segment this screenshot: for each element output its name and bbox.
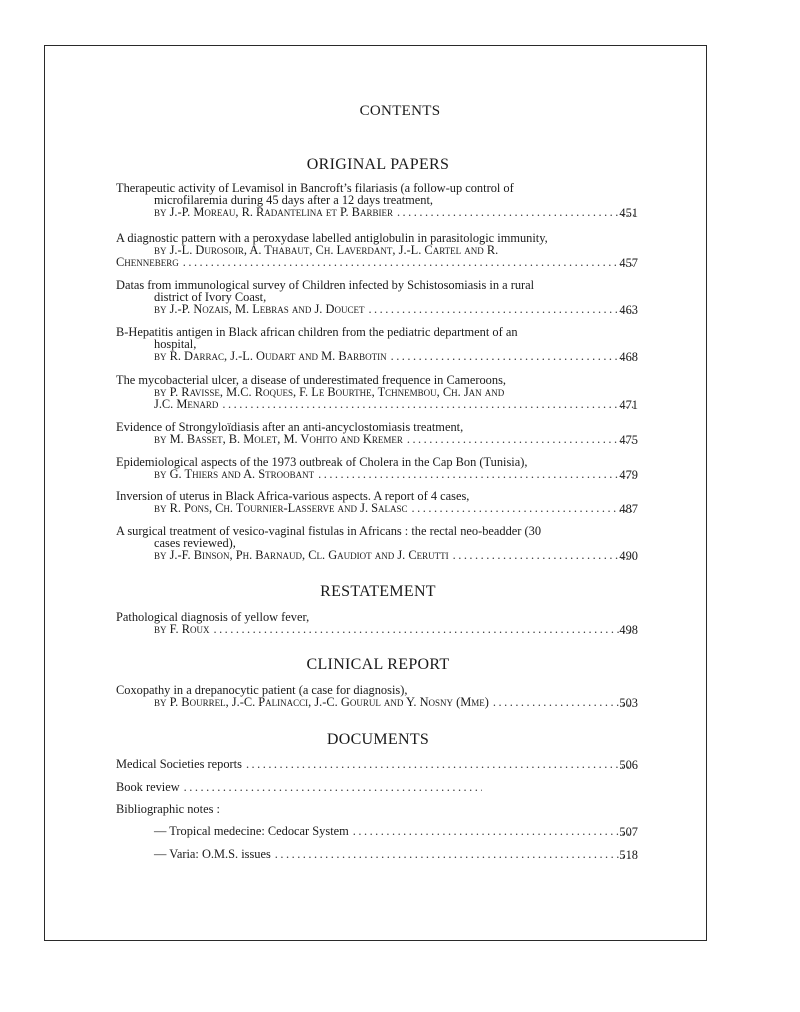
leader-dots <box>397 206 634 218</box>
entry-authors: by J.-F. Binson, Ph. Barnaud, Cl. Gaudiot and J. Cerutti <box>154 548 449 562</box>
toc-entry <box>116 758 638 770</box>
entry-page: 498 <box>619 623 638 637</box>
entry-page: 471 <box>619 398 638 412</box>
leader-dots <box>222 398 634 410</box>
toc-entry <box>116 803 638 815</box>
entry-title-line: hospital, <box>154 337 197 351</box>
entry-title-line: cases reviewed), <box>154 536 236 550</box>
toc-entry <box>116 326 638 362</box>
toc-entry <box>116 611 638 635</box>
entry-authors: by J.-L. Durosoir, A. Thabaut, Ch. Laverdant, J.-L. Cartel and R. <box>154 243 499 257</box>
entry-title-line: Therapeutic activity of Levamisol in Bancroft’s filariasis (a follow-up control of <box>116 181 514 195</box>
entry-page: 479 <box>619 468 638 482</box>
entry-title-line: Epidemiological aspects of the 1973 outbreak of Cholera in the Cap Bon (Tunisia), <box>116 455 528 469</box>
entry-page: 468 <box>619 350 638 364</box>
entry-authors: J.C. Menard <box>154 397 219 411</box>
entry-title: — Varia: O.M.S. issues <box>154 847 271 861</box>
section-restatement: RESTATEMENT <box>320 583 436 600</box>
entry-authors: by P. Ravisse, M.C. Roques, F. Le Bourthe, Tchnembou, Ch. Jan and <box>154 385 505 399</box>
entry-title-line: Pathological diagnosis of yellow fever, <box>116 610 310 624</box>
entry-title-line: Datas from immunological survey of Children infected by Schistosomiasis in a rural <box>116 278 535 292</box>
entry-title: Medical Societies reports <box>116 757 242 771</box>
leader-dots <box>391 350 634 362</box>
entry-title: Book review <box>116 780 180 794</box>
leader-dots <box>368 303 634 315</box>
entry-title-line: The mycobacterial ulcer, a disease of underestimated frequence in Cameroons, <box>116 373 506 387</box>
entry-page: 503 <box>619 696 638 710</box>
entry-title-line: A diagnostic pattern with a peroxydase labelled antiglobulin in parasitologic immunity, <box>116 231 548 245</box>
toc-entry <box>116 421 638 445</box>
leader-dots <box>183 256 634 268</box>
leader-dots <box>453 549 634 561</box>
toc-entry <box>116 490 638 514</box>
entry-authors: by R. Darrac, J.-L. Oudart and M. Barbotin <box>154 349 387 363</box>
entry-page: 451 <box>619 206 638 220</box>
entry-authors: by J.-P. Moreau, R. Radantelina et P. Barbier <box>154 205 393 219</box>
section-documents: DOCUMENTS <box>326 731 430 748</box>
entry-title: — Tropical medecine: Cedocar System <box>154 824 349 838</box>
entry-authors: by M. Basset, B. Molet, M. Vohito and Kremer <box>154 432 403 446</box>
leader-dots <box>246 758 634 770</box>
entry-authors: by F. Roux <box>154 622 210 636</box>
entry-title: Bibliographic notes : <box>116 802 220 816</box>
leader-dots <box>412 502 634 514</box>
entry-page: 475 <box>619 433 638 447</box>
toc-entry <box>116 781 486 793</box>
toc-entry <box>116 825 638 837</box>
toc-entry <box>116 279 638 315</box>
leader-dots <box>407 433 634 445</box>
toc-entry <box>116 182 638 218</box>
leader-dots <box>318 468 634 480</box>
entry-page: 507 <box>619 825 638 839</box>
entry-page: 487 <box>619 502 638 516</box>
entry-title-line: A surgical treatment of vesico-vaginal fistulas in Africans : the rectal neo-beadder (30 <box>116 524 542 538</box>
leader-dots <box>213 623 634 635</box>
entry-page: 518 <box>619 848 638 862</box>
entry-title-line: district of Ivory Coast, <box>154 290 267 304</box>
entry-title-line: Evidence of Strongyloïdiasis after an anti-ancyclostomiasis treatment, <box>116 420 464 434</box>
entry-title-line: B-Hepatitis antigen in Black african children from the pediatric department of an <box>116 325 518 339</box>
leader-dots <box>275 848 634 860</box>
entry-title-line: microfilaremia during 45 days after a 12 days treatment, <box>154 193 434 207</box>
toc-entry <box>116 684 638 708</box>
toc-entry <box>116 848 638 860</box>
toc-entry <box>116 456 638 480</box>
entry-page: 457 <box>619 256 638 270</box>
entry-authors: by R. Pons, Ch. Tournier-Lasserve and J. Salasc <box>154 501 408 515</box>
section-original-papers: ORIGINAL PAPERS <box>306 156 450 173</box>
toc-entry <box>116 232 638 268</box>
section-clinical-report: CLINICAL REPORT <box>306 656 450 673</box>
entry-authors: by G. Thiers and A. Stroobant <box>154 467 315 481</box>
entry-page: 490 <box>619 549 638 563</box>
leader-dots <box>353 825 634 837</box>
entry-title-line: Inversion of uterus in Black Africa-various aspects. A report of 4 cases, <box>116 489 470 503</box>
entry-page: 506 <box>619 758 638 772</box>
contents-heading: CONTENTS <box>359 103 441 119</box>
entry-authors: by P. Bourrel, J.-C. Palinacci, J.-C. Gourul and Y. Nosny (Mme) <box>154 695 489 709</box>
entry-page: 463 <box>619 303 638 317</box>
entry-authors: Chenneberg <box>116 255 179 269</box>
entry-title-line: Coxopathy in a drepanocytic patient (a case for diagnosis), <box>116 683 408 697</box>
leader-dots <box>184 781 482 793</box>
toc-entry <box>116 374 638 410</box>
toc-entry <box>116 525 638 561</box>
entry-authors: by J.-P. Nozais, M. Lebras and J. Doucet <box>154 302 365 316</box>
